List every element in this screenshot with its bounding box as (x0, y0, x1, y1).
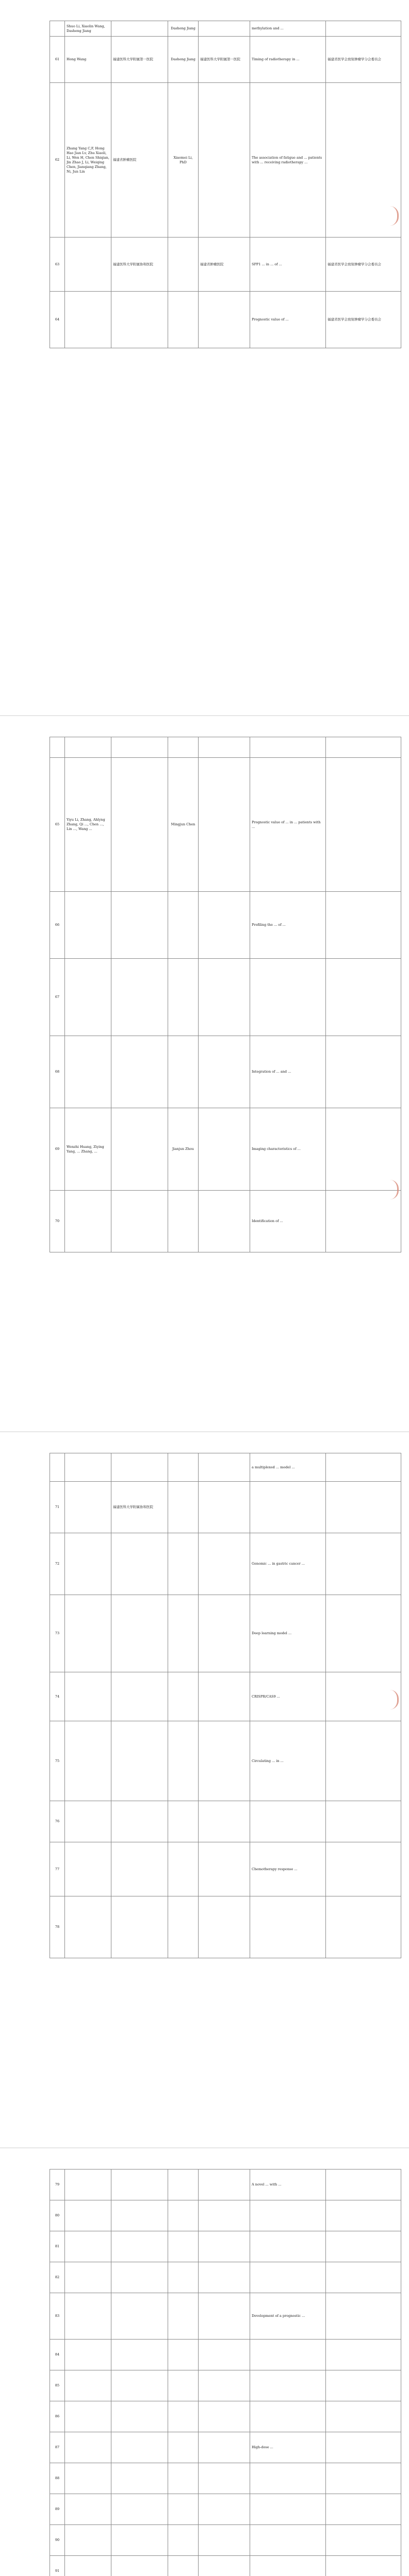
hospital-cell (199, 1191, 250, 1252)
row-number: 62 (50, 83, 65, 238)
row-number: 64 (50, 292, 65, 348)
hospital-cell (199, 1721, 250, 1801)
unit-cell (111, 21, 168, 37)
note-cell (326, 1842, 401, 1896)
team-members-cell (65, 292, 111, 348)
hospital-cell (199, 2231, 250, 2262)
hospital-cell (199, 2463, 250, 2494)
title-cell: Deep learning model ... (250, 1595, 326, 1672)
title-cell (250, 2463, 326, 2494)
title-cell (250, 959, 326, 1036)
table-row (50, 2231, 401, 2262)
table-row (50, 1482, 401, 1533)
title-cell: SPP1 ... in ... of ... (250, 238, 326, 292)
team-members-cell (65, 2231, 111, 2262)
table-row (50, 2340, 401, 2370)
title-cell (250, 1896, 326, 1958)
hospital-cell (199, 83, 250, 238)
unit-cell (111, 1842, 168, 1896)
lead-author-cell (168, 2262, 199, 2293)
table-row (50, 1453, 401, 1482)
note-cell (326, 1108, 401, 1191)
lead-author-cell: Dasheng Jiang (168, 21, 199, 37)
note-cell (326, 1036, 401, 1108)
team-members-cell (65, 1896, 111, 1958)
unit-cell (111, 292, 168, 348)
table-row (50, 2494, 401, 2525)
lead-author-cell (168, 2432, 199, 2463)
note-cell: 福建省医学会放射肿瘤学分会委员会 (326, 37, 401, 83)
hospital-cell (199, 2340, 250, 2370)
hospital-cell (199, 1453, 250, 1482)
award-table (50, 1453, 401, 1958)
row-number: 87 (50, 2432, 65, 2463)
note-cell (326, 2170, 401, 2200)
title-cell (250, 1482, 326, 1533)
note-cell (326, 737, 401, 758)
award-table (50, 21, 401, 348)
hospital-cell (199, 892, 250, 959)
row-number: 72 (50, 1533, 65, 1595)
note-cell (326, 2401, 401, 2432)
team-members-cell: Wenzhi Huang, Ziying Yang, ... Zhang, ... (65, 1108, 111, 1191)
lead-author-cell (168, 2401, 199, 2432)
team-members-cell (65, 1842, 111, 1896)
title-cell: Genomic ... in gastric cancer ... (250, 1533, 326, 1595)
lead-author-cell (168, 2494, 199, 2525)
lead-author-cell: Jianjun Zhou (168, 1108, 199, 1191)
title-cell: Integration of ... and ... (250, 1036, 326, 1108)
team-members-cell (65, 238, 111, 292)
document-page-1 (0, 0, 409, 716)
lead-author-cell: Xiaomei Li, PhD (168, 83, 199, 238)
title-cell: Chemotherapy response ... (250, 1842, 326, 1896)
row-number: 85 (50, 2370, 65, 2401)
table-row (50, 1108, 401, 1191)
unit-cell (111, 1896, 168, 1958)
lead-author-cell (168, 1896, 199, 1958)
unit-cell (111, 2200, 168, 2231)
table-row (50, 959, 401, 1036)
team-members-cell: Hong Wang (65, 37, 111, 83)
hospital-cell (199, 2432, 250, 2463)
lead-author-cell (168, 1533, 199, 1595)
team-members-cell (65, 1801, 111, 1842)
row-number: 61 (50, 37, 65, 83)
hospital-cell (199, 2170, 250, 2200)
team-members-cell (65, 2340, 111, 2370)
row-number (50, 737, 65, 758)
table-row (50, 1721, 401, 1801)
table-row (50, 1801, 401, 1842)
title-cell (250, 2200, 326, 2231)
lead-author-cell (168, 2293, 199, 2340)
table-row (50, 737, 401, 758)
lead-author-cell (168, 1672, 199, 1721)
unit-cell (111, 1533, 168, 1595)
table-row (50, 2401, 401, 2432)
lead-author-cell (168, 1721, 199, 1801)
row-number: 83 (50, 2293, 65, 2340)
note-cell: 福建省医学会放射肿瘤学分会委员会 (326, 238, 401, 292)
lead-author-cell: Dasheng Jiang (168, 37, 199, 83)
lead-author-cell (168, 1036, 199, 1108)
team-members-cell (65, 2200, 111, 2231)
table-row (50, 2432, 401, 2463)
lead-author-cell (168, 1842, 199, 1896)
team-members-cell (65, 2293, 111, 2340)
title-cell (250, 2370, 326, 2401)
title-cell (250, 1801, 326, 1842)
team-members-cell (65, 2525, 111, 2556)
title-cell: A novel ... with ... (250, 2170, 326, 2200)
hospital-cell (199, 2293, 250, 2340)
team-members-cell (65, 2432, 111, 2463)
row-number: 63 (50, 238, 65, 292)
note-cell (326, 21, 401, 37)
note-cell (326, 1191, 401, 1252)
row-number: 71 (50, 1482, 65, 1533)
title-cell (250, 2556, 326, 2576)
note-cell (326, 2525, 401, 2556)
row-number: 66 (50, 892, 65, 959)
lead-author-cell (168, 959, 199, 1036)
note-cell (326, 1453, 401, 1482)
note-cell (326, 2370, 401, 2401)
lead-author-cell (168, 1595, 199, 1672)
team-members-cell: Zhang Yang C,F, Hong Hao Jian Lv, Zhu Xiaoli, Li, Wen H, Chen Shiqian, Jin Zhao J, Li, Weiqing Chen, Jianqiang Zhang, Ni, Jun Lin (65, 83, 111, 238)
team-members-cell (65, 1191, 111, 1252)
row-number: 75 (50, 1721, 65, 1801)
lead-author-cell (168, 2340, 199, 2370)
table-row (50, 1842, 401, 1896)
note-cell (326, 2432, 401, 2463)
unit-cell (111, 2463, 168, 2494)
row-number: 78 (50, 1896, 65, 1958)
note-cell (326, 892, 401, 959)
title-cell (250, 737, 326, 758)
table-row (50, 2170, 401, 2200)
unit-cell: 福建医科大学附属协和医院 (111, 238, 168, 292)
unit-cell (111, 959, 168, 1036)
note-cell (326, 1896, 401, 1958)
table-row (50, 892, 401, 959)
hospital-cell (199, 1896, 250, 1958)
table-row (50, 292, 401, 348)
row-number: 91 (50, 2556, 65, 2576)
hospital-cell (199, 2200, 250, 2231)
row-number: 89 (50, 2494, 65, 2525)
table-row (50, 238, 401, 292)
unit-cell (111, 2432, 168, 2463)
unit-cell: 福建医科大学附属第一医院 (111, 37, 168, 83)
hospital-cell: 福建医科大学附属第一医院 (199, 37, 250, 83)
note-cell (326, 2200, 401, 2231)
table-row (50, 1191, 401, 1252)
table-row (50, 2262, 401, 2293)
lead-author-cell (168, 238, 199, 292)
lead-author-cell: Mingjun Chen (168, 758, 199, 892)
title-cell: The association of fatigue and ... patients with ... receiving radiotherapy ... (250, 83, 326, 238)
row-number (50, 21, 65, 37)
note-cell (326, 2556, 401, 2576)
hospital-cell (199, 2525, 250, 2556)
title-cell (250, 2401, 326, 2432)
hospital-cell (199, 2401, 250, 2432)
team-members-cell (65, 2370, 111, 2401)
unit-cell (111, 1801, 168, 1842)
unit-cell (111, 1191, 168, 1252)
hospital-cell (199, 1108, 250, 1191)
row-number: 90 (50, 2525, 65, 2556)
unit-cell (111, 2231, 168, 2262)
unit-cell (111, 2262, 168, 2293)
hospital-cell (199, 1801, 250, 1842)
unit-cell: 福建医科大学附属协和医院 (111, 1482, 168, 1533)
table-row (50, 2370, 401, 2401)
lead-author-cell (168, 1191, 199, 1252)
title-cell: Profiling the ... of ... (250, 892, 326, 959)
title-cell: Circulating ... in ... (250, 1721, 326, 1801)
title-cell (250, 2262, 326, 2293)
title-cell: Identification of ... (250, 1191, 326, 1252)
unit-cell (111, 737, 168, 758)
table-row (50, 2200, 401, 2231)
note-cell (326, 1482, 401, 1533)
title-cell (250, 2231, 326, 2262)
team-members-cell (65, 892, 111, 959)
hospital-cell (199, 2370, 250, 2401)
lead-author-cell (168, 1453, 199, 1482)
team-members-cell (65, 737, 111, 758)
team-members-cell (65, 1036, 111, 1108)
team-members-cell (65, 959, 111, 1036)
title-cell: Development of a prognostic ... (250, 2293, 326, 2340)
unit-cell (111, 1453, 168, 1482)
table-row (50, 2556, 401, 2576)
row-number: 88 (50, 2463, 65, 2494)
unit-cell (111, 1721, 168, 1801)
hospital-cell (199, 21, 250, 37)
lead-author-cell (168, 2463, 199, 2494)
note-cell (326, 1801, 401, 1842)
title-cell (250, 2340, 326, 2370)
team-members-cell (65, 2494, 111, 2525)
title-cell: Prognostic value of ... (250, 292, 326, 348)
team-members-cell (65, 1721, 111, 1801)
row-number: 65 (50, 758, 65, 892)
row-number: 84 (50, 2340, 65, 2370)
lead-author-cell (168, 2170, 199, 2200)
hospital-cell (199, 292, 250, 348)
row-number: 67 (50, 959, 65, 1036)
row-number: 70 (50, 1191, 65, 1252)
note-cell (326, 2293, 401, 2340)
unit-cell (111, 2170, 168, 2200)
lead-author-cell (168, 2200, 199, 2231)
title-cell: Prognostic value of ... in ... patients with ... (250, 758, 326, 892)
unit-cell (111, 2293, 168, 2340)
title-cell: CRISPR/CAS9 ... (250, 1672, 326, 1721)
table-row (50, 1896, 401, 1958)
award-table (50, 2169, 401, 2576)
team-members-cell (65, 1595, 111, 1672)
row-number: 79 (50, 2170, 65, 2200)
award-table (50, 737, 401, 1252)
title-cell: a multiplexed ... model ... (250, 1453, 326, 1482)
title-cell: Timing of radiotherapy in ... (250, 37, 326, 83)
team-members-cell (65, 1453, 111, 1482)
note-cell (326, 758, 401, 892)
hospital-cell (199, 758, 250, 892)
table-row (50, 83, 401, 238)
row-number: 77 (50, 1842, 65, 1896)
team-members-cell (65, 1533, 111, 1595)
table-row (50, 21, 401, 37)
lead-author-cell (168, 2370, 199, 2401)
table-row (50, 37, 401, 83)
note-cell (326, 2494, 401, 2525)
title-cell: High-dose ... (250, 2432, 326, 2463)
team-members-cell (65, 2556, 111, 2576)
team-members-cell (65, 1672, 111, 1721)
table-row (50, 1036, 401, 1108)
unit-cell (111, 2340, 168, 2370)
row-number: 80 (50, 2200, 65, 2231)
unit-cell (111, 1672, 168, 1721)
hospital-cell: 福建省肿瘤医院 (199, 238, 250, 292)
hospital-cell (199, 2556, 250, 2576)
unit-cell (111, 2370, 168, 2401)
note-cell (326, 1533, 401, 1595)
lead-author-cell (168, 2231, 199, 2262)
team-members-cell (65, 2401, 111, 2432)
hospital-cell (199, 2262, 250, 2293)
lead-author-cell (168, 2556, 199, 2576)
row-number: 73 (50, 1595, 65, 1672)
title-cell: methylation and ... (250, 21, 326, 37)
table-row (50, 1672, 401, 1721)
hospital-cell (199, 959, 250, 1036)
title-cell (250, 2525, 326, 2556)
unit-cell (111, 2494, 168, 2525)
note-cell (326, 2262, 401, 2293)
hospital-cell (199, 1672, 250, 1721)
row-number: 74 (50, 1672, 65, 1721)
table-row (50, 1595, 401, 1672)
table-row (50, 2463, 401, 2494)
row-number: 76 (50, 1801, 65, 1842)
note-cell (326, 1721, 401, 1801)
team-members-cell (65, 1482, 111, 1533)
title-cell (250, 2494, 326, 2525)
unit-cell (111, 2525, 168, 2556)
row-number (50, 1453, 65, 1482)
hospital-cell (199, 737, 250, 758)
team-members-cell (65, 2170, 111, 2200)
row-number: 81 (50, 2231, 65, 2262)
note-cell (326, 1595, 401, 1672)
note-cell (326, 2463, 401, 2494)
lead-author-cell (168, 892, 199, 959)
unit-cell (111, 2401, 168, 2432)
title-cell: Imaging characteristics of ... (250, 1108, 326, 1191)
unit-cell (111, 758, 168, 892)
team-members-cell: Shuo Li, Xiaolin Wang, Dasheng Jiang (65, 21, 111, 37)
note-cell (326, 2231, 401, 2262)
unit-cell (111, 1108, 168, 1191)
hospital-cell (199, 1036, 250, 1108)
unit-cell (111, 1595, 168, 1672)
row-number: 68 (50, 1036, 65, 1108)
lead-author-cell (168, 1801, 199, 1842)
hospital-cell (199, 2494, 250, 2525)
hospital-cell (199, 1842, 250, 1896)
hospital-cell (199, 1482, 250, 1533)
unit-cell (111, 2556, 168, 2576)
hospital-cell (199, 1595, 250, 1672)
lead-author-cell (168, 292, 199, 348)
document-page-4 (0, 2148, 409, 2576)
note-cell (326, 2340, 401, 2370)
team-members-cell: Yiyu Li, Zhang, Ahlyng Zhang, Qi ..., Chen ..., Lin ..., Wang ... (65, 758, 111, 892)
row-number: 82 (50, 2262, 65, 2293)
unit-cell (111, 892, 168, 959)
lead-author-cell (168, 737, 199, 758)
table-row (50, 2525, 401, 2556)
note-cell (326, 959, 401, 1036)
row-number: 69 (50, 1108, 65, 1191)
unit-cell: 福建省肿瘤医院 (111, 83, 168, 238)
team-members-cell (65, 2463, 111, 2494)
lead-author-cell (168, 2525, 199, 2556)
unit-cell (111, 1036, 168, 1108)
table-row (50, 758, 401, 892)
table-row (50, 1533, 401, 1595)
team-members-cell (65, 2262, 111, 2293)
row-number: 86 (50, 2401, 65, 2432)
hospital-cell (199, 1533, 250, 1595)
document-page-2 (0, 716, 409, 1432)
table-row (50, 2293, 401, 2340)
document-page-3 (0, 1432, 409, 2148)
note-cell: 福建省医学会放射肿瘤学分会委员会 (326, 292, 401, 348)
lead-author-cell (168, 1482, 199, 1533)
